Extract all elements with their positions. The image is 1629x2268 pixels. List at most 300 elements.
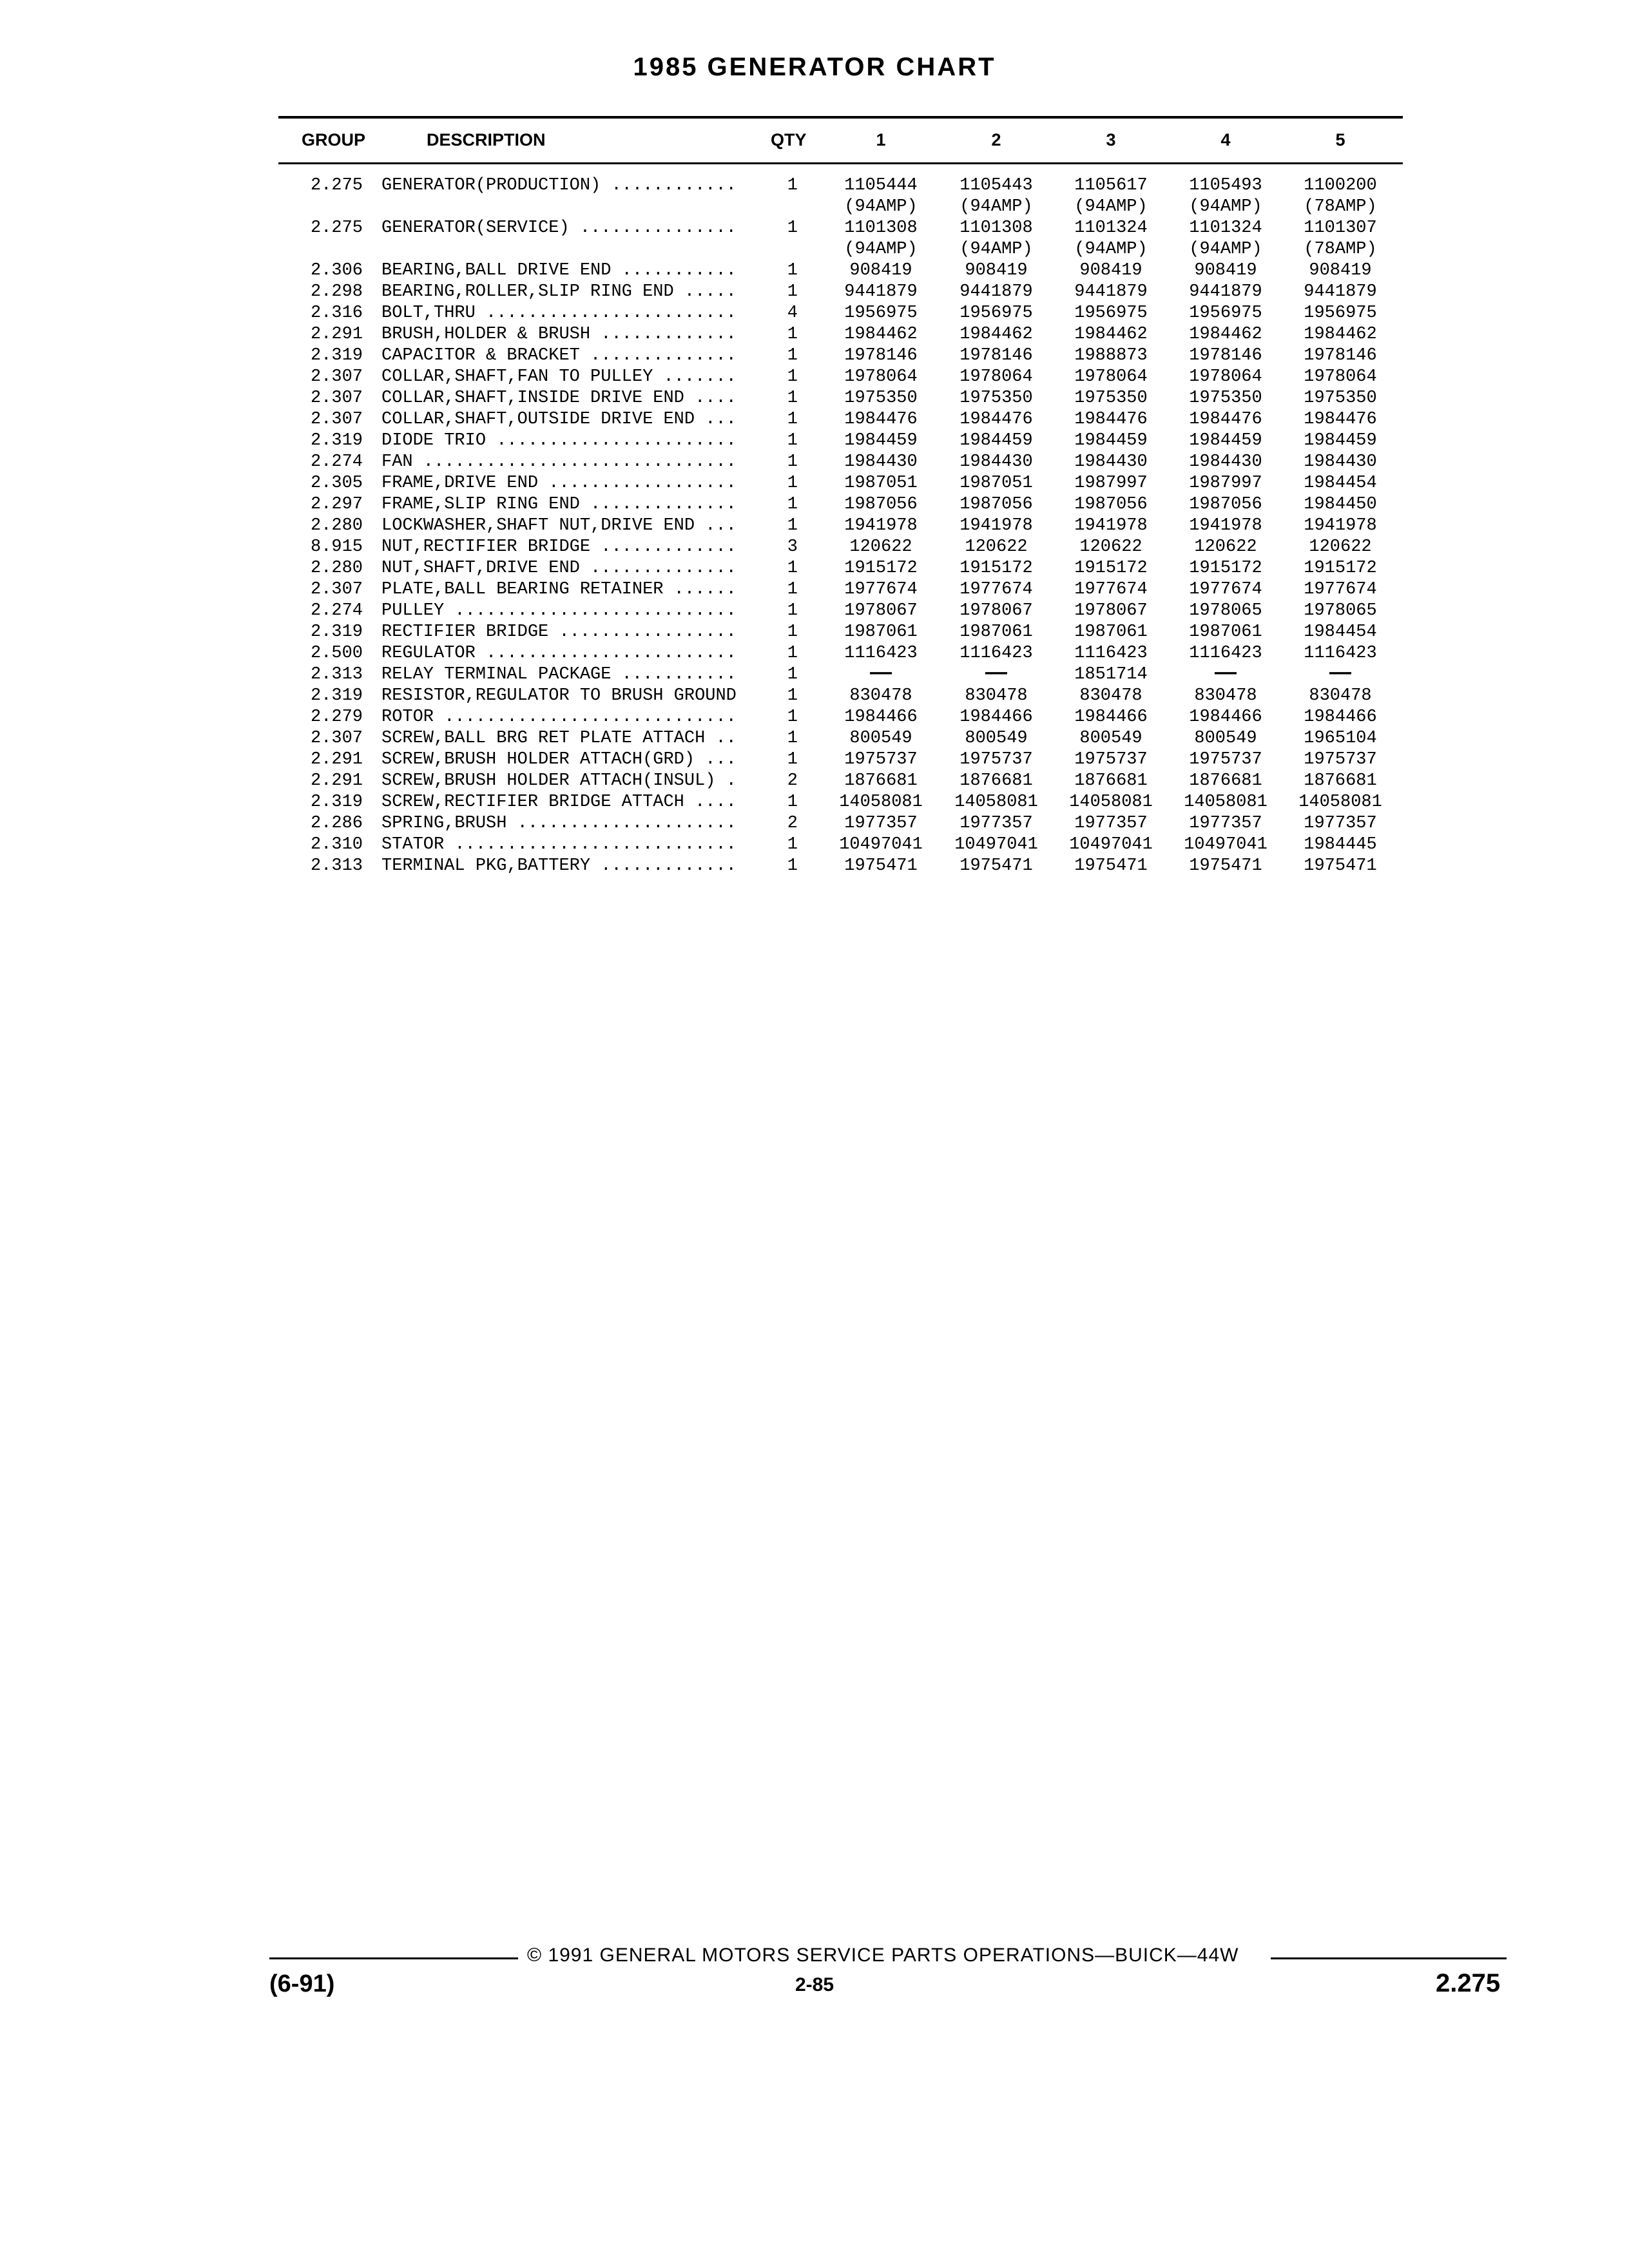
part-number-col-5: 1100200 [1304, 176, 1377, 195]
part-description: COLLAR,SHAFT,FAN TO PULLEY ....... [381, 367, 737, 387]
group-number: 2.280 [310, 516, 363, 535]
part-number-col-4: 1876681 [1189, 771, 1262, 791]
part-number-col-1: 1105444 [844, 176, 918, 195]
part-description: NUT,RECTIFIER BRIDGE ............. [381, 537, 737, 557]
part-qty: 4 [787, 303, 798, 323]
part-number-col-3: (94AMP) [1074, 240, 1148, 259]
top-rule [278, 116, 1403, 119]
part-number-col-3: 1101324 [1074, 218, 1148, 238]
part-number-col-4: 1956975 [1189, 303, 1262, 323]
part-number-col-2: 1975471 [959, 856, 1033, 876]
part-number-col-3: 1984459 [1074, 431, 1148, 450]
group-number: 2.319 [310, 686, 363, 706]
table-row [0, 515, 1629, 537]
footer-rule-left [269, 1957, 518, 1959]
part-description: NUT,SHAFT,DRIVE END .............. [381, 559, 737, 578]
part-qty: 1 [787, 665, 798, 684]
part-number-col-3: (94AMP) [1074, 197, 1148, 216]
group-number: 2.307 [310, 580, 363, 599]
footer-section-number: 2.275 [1436, 1969, 1501, 1997]
part-qty: 1 [787, 346, 798, 365]
table-row [0, 218, 1629, 239]
part-description: BEARING,ROLLER,SLIP RING END ..... [381, 282, 737, 302]
part-description: SPRING,BRUSH ..................... [381, 814, 737, 833]
part-description: ROTOR ............................ [381, 707, 737, 727]
part-number-col-1: 1975350 [844, 389, 918, 408]
part-number-col-5: 1984459 [1304, 431, 1377, 450]
table-row [0, 239, 1629, 260]
part-number-col-5: 1975737 [1304, 750, 1377, 769]
part-number-col-4: 1984459 [1189, 431, 1262, 450]
part-number-col-2: 1941978 [959, 516, 1033, 535]
part-number-col-5: 120622 [1309, 537, 1372, 557]
table-row [0, 813, 1629, 834]
table-row [0, 660, 1629, 686]
part-description: BRUSH,HOLDER & BRUSH ............. [381, 325, 737, 344]
part-number-col-2: 1987061 [959, 622, 1033, 642]
group-number: 2.307 [310, 389, 363, 408]
part-number-col-2: 1978064 [959, 367, 1033, 387]
part-number-col-2: 800549 [965, 729, 1028, 748]
part-number-col-4: 800549 [1194, 729, 1257, 748]
part-qty: 1 [787, 644, 798, 663]
group-number: 2.279 [310, 707, 363, 727]
part-description: BEARING,BALL DRIVE END ........... [381, 261, 737, 280]
group-number: 2.291 [310, 750, 363, 769]
part-number-col-3: 10497041 [1069, 835, 1153, 854]
part-number-col-1: 1915172 [844, 559, 918, 578]
part-number-col-5: 1984454 [1304, 622, 1377, 642]
group-number: 2.306 [310, 261, 363, 280]
part-number-col-5: (78AMP) [1304, 240, 1377, 259]
part-number-col-5: 1915172 [1304, 559, 1377, 578]
part-description: FAN .............................. [381, 452, 737, 472]
part-number-col-2: 1978067 [959, 601, 1033, 620]
part-qty: 2 [787, 814, 798, 833]
part-number-col-3: 1984462 [1074, 325, 1148, 344]
group-number: 2.305 [310, 474, 363, 493]
part-number-col-4: 1975471 [1189, 856, 1262, 876]
table-row [0, 622, 1629, 643]
part-number-col-2: 1956975 [959, 303, 1033, 323]
part-number-col-2: 1984476 [959, 410, 1033, 429]
part-number-col-4: — [1215, 660, 1237, 684]
part-number-col-5: 1984462 [1304, 325, 1377, 344]
group-number: 2.319 [310, 346, 363, 365]
table-row [0, 473, 1629, 494]
part-description: DIODE TRIO ....................... [381, 431, 737, 450]
part-number-col-4: 908419 [1194, 261, 1257, 280]
group-number: 2.310 [310, 835, 363, 854]
part-number-col-5: 1975471 [1304, 856, 1377, 876]
part-qty: 1 [787, 856, 798, 876]
part-number-col-4: 1915172 [1189, 559, 1262, 578]
footer-rule-right [1271, 1957, 1507, 1959]
group-number: 2.313 [310, 856, 363, 876]
group-number: 2.280 [310, 559, 363, 578]
table-row [0, 728, 1629, 749]
part-number-col-1: 1978067 [844, 601, 918, 620]
part-number-col-5: 1984476 [1304, 410, 1377, 429]
part-number-col-2: 1876681 [959, 771, 1033, 791]
part-number-col-5: 1876681 [1304, 771, 1377, 791]
part-number-col-4: 1984466 [1189, 707, 1262, 727]
part-number-col-3: 1941978 [1074, 516, 1148, 535]
group-number: 2.316 [310, 303, 363, 323]
part-number-col-2: 1978146 [959, 346, 1033, 365]
part-number-col-3: 1987061 [1074, 622, 1148, 642]
table-row [0, 345, 1629, 367]
header-rule [278, 162, 1403, 164]
part-description: SCREW,RECTIFIER BRIDGE ATTACH .... [381, 793, 737, 812]
part-qty: 1 [787, 218, 798, 238]
part-number-col-3: 14058081 [1069, 793, 1153, 812]
header-col-1: 1 [876, 130, 886, 149]
group-number: 8.915 [310, 537, 363, 557]
part-number-col-4: 1101324 [1189, 218, 1262, 238]
part-number-col-1: 9441879 [844, 282, 918, 302]
part-number-col-1: 908419 [849, 261, 912, 280]
part-number-col-5: 1978146 [1304, 346, 1377, 365]
table-row [0, 324, 1629, 345]
part-number-col-1: 1977674 [844, 580, 918, 599]
part-number-col-4: (94AMP) [1189, 197, 1262, 216]
group-number: 2.319 [310, 793, 363, 812]
part-qty: 1 [787, 729, 798, 748]
part-number-col-2: 1987051 [959, 474, 1033, 493]
part-description: LOCKWASHER,SHAFT NUT,DRIVE END ... [381, 516, 737, 535]
part-qty: 1 [787, 580, 798, 599]
part-number-col-5: 1977357 [1304, 814, 1377, 833]
part-number-col-3: 1876681 [1074, 771, 1148, 791]
part-number-col-4: (94AMP) [1189, 240, 1262, 259]
part-number-col-3: 1978067 [1074, 601, 1148, 620]
part-number-col-5: 1984450 [1304, 495, 1377, 514]
part-number-col-1: (94AMP) [844, 197, 918, 216]
table-header [0, 130, 1629, 156]
part-number-col-5: 1101307 [1304, 218, 1377, 238]
part-description: TERMINAL PKG,BATTERY ............. [381, 856, 737, 876]
part-number-col-5: 1975350 [1304, 389, 1377, 408]
page-title: 1985 GENERATOR CHART [633, 53, 996, 81]
group-number: 2.500 [310, 644, 363, 663]
part-number-col-4: 1975737 [1189, 750, 1262, 769]
part-qty: 1 [787, 474, 798, 493]
table-row [0, 856, 1629, 877]
part-qty: 1 [787, 495, 798, 514]
part-number-col-1: 1984466 [844, 707, 918, 727]
table-row [0, 175, 1629, 197]
part-number-col-3: 1105617 [1074, 176, 1148, 195]
part-number-col-1: 1116423 [844, 644, 918, 663]
part-number-col-5: 1941978 [1304, 516, 1377, 535]
part-number-col-3: 908419 [1079, 261, 1142, 280]
table-row [0, 579, 1629, 601]
part-number-col-2: 1984430 [959, 452, 1033, 472]
part-number-col-3: 1984476 [1074, 410, 1148, 429]
part-number-col-5: 9441879 [1304, 282, 1377, 302]
part-number-col-2: (94AMP) [959, 240, 1033, 259]
part-qty: 1 [787, 559, 798, 578]
part-qty: 1 [787, 835, 798, 854]
part-qty: 1 [787, 793, 798, 812]
table-row [0, 707, 1629, 728]
part-number-col-3: 1987056 [1074, 495, 1148, 514]
table-row [0, 430, 1629, 452]
part-qty: 1 [787, 367, 798, 387]
part-number-col-4: 1977674 [1189, 580, 1262, 599]
part-number-col-2: 830478 [965, 686, 1028, 706]
part-number-col-1: 120622 [849, 537, 912, 557]
part-description: GENERATOR(SERVICE) ............... [381, 218, 737, 238]
header-qty: QTY [771, 130, 807, 149]
header-col-2: 2 [991, 130, 1001, 149]
part-number-col-2: 1975350 [959, 389, 1033, 408]
table-row [0, 260, 1629, 282]
part-number-col-1: 1941978 [844, 516, 918, 535]
group-number: 2.286 [310, 814, 363, 833]
part-number-col-2: 1915172 [959, 559, 1033, 578]
part-number-col-5: 1984466 [1304, 707, 1377, 727]
part-qty: 1 [787, 431, 798, 450]
part-number-col-1: 1101308 [844, 218, 918, 238]
part-number-col-5: 1984454 [1304, 474, 1377, 493]
table-row [0, 601, 1629, 622]
table-row [0, 388, 1629, 409]
table-row [0, 409, 1629, 430]
part-number-col-3: 1915172 [1074, 559, 1148, 578]
part-number-col-2: 1984459 [959, 431, 1033, 450]
part-qty: 1 [787, 622, 798, 642]
table-row [0, 197, 1629, 218]
part-description: PULLEY ........................... [381, 601, 737, 620]
part-number-col-1: 1987051 [844, 474, 918, 493]
part-number-col-2: 1987056 [959, 495, 1033, 514]
part-number-col-3: 120622 [1079, 537, 1142, 557]
group-number: 2.274 [310, 452, 363, 472]
part-number-col-4: 120622 [1194, 537, 1257, 557]
header-col-4: 4 [1220, 130, 1231, 149]
part-number-col-3: 1988873 [1074, 346, 1148, 365]
table-row [0, 494, 1629, 515]
part-number-col-4: 830478 [1194, 686, 1257, 706]
part-number-col-1: 1975471 [844, 856, 918, 876]
part-number-col-1: 1984476 [844, 410, 918, 429]
part-number-col-3: 1975350 [1074, 389, 1148, 408]
header-col-3: 3 [1106, 130, 1116, 149]
part-number-col-3: 1977357 [1074, 814, 1148, 833]
part-number-col-4: 1987997 [1189, 474, 1262, 493]
part-number-col-1: 1978064 [844, 367, 918, 387]
group-number: 2.313 [310, 665, 363, 684]
part-number-col-5: 1977674 [1304, 580, 1377, 599]
part-number-col-1: 800549 [849, 729, 912, 748]
part-description: FRAME,DRIVE END .................. [381, 474, 737, 493]
footer-date-code: (6-91) [269, 1970, 335, 1997]
part-number-col-3: 800549 [1079, 729, 1142, 748]
part-qty: 1 [787, 325, 798, 344]
group-number: 2.319 [310, 622, 363, 642]
part-description: RESISTOR,REGULATOR TO BRUSH GROUND [381, 686, 737, 706]
part-number-col-3: 1116423 [1074, 644, 1148, 663]
group-number: 2.291 [310, 771, 363, 791]
part-number-col-3: 830478 [1079, 686, 1142, 706]
header-group: GROUP [302, 130, 366, 149]
part-number-col-1: 1876681 [844, 771, 918, 791]
part-number-col-4: 1984462 [1189, 325, 1262, 344]
part-number-col-1: 1977357 [844, 814, 918, 833]
part-qty: 1 [787, 601, 798, 620]
table-row [0, 303, 1629, 324]
part-number-col-3: 1975471 [1074, 856, 1148, 876]
part-number-col-4: 1978064 [1189, 367, 1262, 387]
part-number-col-5: 14058081 [1298, 793, 1382, 812]
part-number-col-4: 1984430 [1189, 452, 1262, 472]
part-description: SCREW,BALL BRG RET PLATE ATTACH .. [381, 729, 737, 748]
part-description: FRAME,SLIP RING END .............. [381, 495, 737, 514]
group-number: 2.297 [310, 495, 363, 514]
header-col-5: 5 [1335, 130, 1345, 149]
part-number-col-5: 1978065 [1304, 601, 1377, 620]
part-description: PLATE,BALL BEARING RETAINER ...... [381, 580, 737, 599]
part-description: CAPACITOR & BRACKET .............. [381, 346, 737, 365]
part-number-col-4: 1984476 [1189, 410, 1262, 429]
part-number-col-3: 1984466 [1074, 707, 1148, 727]
part-number-col-2: 9441879 [959, 282, 1033, 302]
part-number-col-4: 1987061 [1189, 622, 1262, 642]
part-number-col-4: 1977357 [1189, 814, 1262, 833]
part-qty: 1 [787, 261, 798, 280]
part-number-col-4: 1105493 [1189, 176, 1262, 195]
part-number-col-1: 830478 [849, 686, 912, 706]
part-number-col-1: 1975737 [844, 750, 918, 769]
part-qty: 1 [787, 410, 798, 429]
part-number-col-4: 1987056 [1189, 495, 1262, 514]
part-qty: 1 [787, 750, 798, 769]
table-row [0, 367, 1629, 388]
part-number-col-1: 1978146 [844, 346, 918, 365]
table-row [0, 558, 1629, 579]
part-description: COLLAR,SHAFT,INSIDE DRIVE END .... [381, 389, 737, 408]
parts-table [0, 175, 1629, 877]
group-number: 2.307 [310, 367, 363, 387]
part-number-col-4: 1975350 [1189, 389, 1262, 408]
part-description: RECTIFIER BRIDGE ................. [381, 622, 737, 642]
group-number: 2.298 [310, 282, 363, 302]
part-number-col-1: 1984459 [844, 431, 918, 450]
part-number-col-4: 1978146 [1189, 346, 1262, 365]
table-row [0, 686, 1629, 707]
part-number-col-3: 1978064 [1074, 367, 1148, 387]
part-qty: 1 [787, 452, 798, 472]
part-number-col-1: 1984430 [844, 452, 918, 472]
part-number-col-1: 1984462 [844, 325, 918, 344]
part-number-col-4: 1941978 [1189, 516, 1262, 535]
part-number-col-2: 1984462 [959, 325, 1033, 344]
part-qty: 1 [787, 282, 798, 302]
part-number-col-2: 1984466 [959, 707, 1033, 727]
part-number-col-4: 10497041 [1184, 835, 1268, 854]
group-number: 2.307 [310, 410, 363, 429]
part-number-col-5: — [1329, 660, 1351, 684]
table-row [0, 282, 1629, 303]
footer-page-number: 2-85 [795, 1974, 834, 1995]
part-qty: 3 [787, 537, 798, 557]
part-number-col-5: 1956975 [1304, 303, 1377, 323]
part-number-col-2: 14058081 [954, 793, 1038, 812]
part-number-col-3: 1851714 [1074, 665, 1148, 684]
part-number-col-5: 1984445 [1304, 835, 1377, 854]
table-row [0, 452, 1629, 473]
part-number-col-4: 1978065 [1189, 601, 1262, 620]
group-number: 2.275 [310, 176, 363, 195]
part-number-col-5: 1978064 [1304, 367, 1377, 387]
part-qty: 1 [787, 176, 798, 195]
footer-copyright: © 1991 GENERAL MOTORS SERVICE PARTS OPERATIONS—BUICK—44W [527, 1945, 1239, 1966]
part-qty: 1 [787, 686, 798, 706]
part-number-col-2: 120622 [965, 537, 1028, 557]
table-row [0, 792, 1629, 813]
group-number: 2.274 [310, 601, 363, 620]
part-description: COLLAR,SHAFT,OUTSIDE DRIVE END ... [381, 410, 737, 429]
part-number-col-2: 1977357 [959, 814, 1033, 833]
group-number: 2.307 [310, 729, 363, 748]
part-number-col-3: 9441879 [1074, 282, 1148, 302]
part-number-col-3: 1984430 [1074, 452, 1148, 472]
part-number-col-2: 1105443 [959, 176, 1033, 195]
part-number-col-1: 1987056 [844, 495, 918, 514]
part-number-col-2: 1977674 [959, 580, 1033, 599]
group-number: 2.275 [310, 218, 363, 238]
part-number-col-2: 10497041 [954, 835, 1038, 854]
part-number-col-5: 1116423 [1304, 644, 1377, 663]
part-description: SCREW,BRUSH HOLDER ATTACH(GRD) ... [381, 750, 737, 769]
part-number-col-4: 1116423 [1189, 644, 1262, 663]
part-number-col-3: 1987997 [1074, 474, 1148, 493]
part-number-col-5: 1965104 [1304, 729, 1377, 748]
part-number-col-2: 1975737 [959, 750, 1033, 769]
part-number-col-3: 1975737 [1074, 750, 1148, 769]
part-description: BOLT,THRU ........................ [381, 303, 737, 323]
part-number-col-2: 1116423 [959, 644, 1033, 663]
part-description: GENERATOR(PRODUCTION) ............ [381, 176, 737, 195]
table-row [0, 834, 1629, 856]
table-row [0, 643, 1629, 664]
part-number-col-1: 10497041 [839, 835, 923, 854]
part-qty: 1 [787, 516, 798, 535]
part-description: SCREW,BRUSH HOLDER ATTACH(INSUL) . [381, 771, 737, 791]
part-description: RELAY TERMINAL PACKAGE ........... [381, 665, 737, 684]
part-qty: 1 [787, 707, 798, 727]
part-number-col-1: 1956975 [844, 303, 918, 323]
part-number-col-2: 1101308 [959, 218, 1033, 238]
part-number-col-2: 908419 [965, 261, 1028, 280]
part-number-col-3: 1956975 [1074, 303, 1148, 323]
part-qty: 2 [787, 771, 798, 791]
group-number: 2.291 [310, 325, 363, 344]
part-number-col-4: 14058081 [1184, 793, 1268, 812]
group-number: 2.319 [310, 431, 363, 450]
part-number-col-5: (78AMP) [1304, 197, 1377, 216]
part-number-col-1: 1987061 [844, 622, 918, 642]
part-description: REGULATOR ........................ [381, 644, 737, 663]
part-description: STATOR ........................... [381, 835, 737, 854]
table-row [0, 749, 1629, 771]
part-number-col-1: 14058081 [839, 793, 923, 812]
part-number-col-1: (94AMP) [844, 240, 918, 259]
part-number-col-2: — [985, 660, 1007, 684]
part-number-col-5: 1984430 [1304, 452, 1377, 472]
